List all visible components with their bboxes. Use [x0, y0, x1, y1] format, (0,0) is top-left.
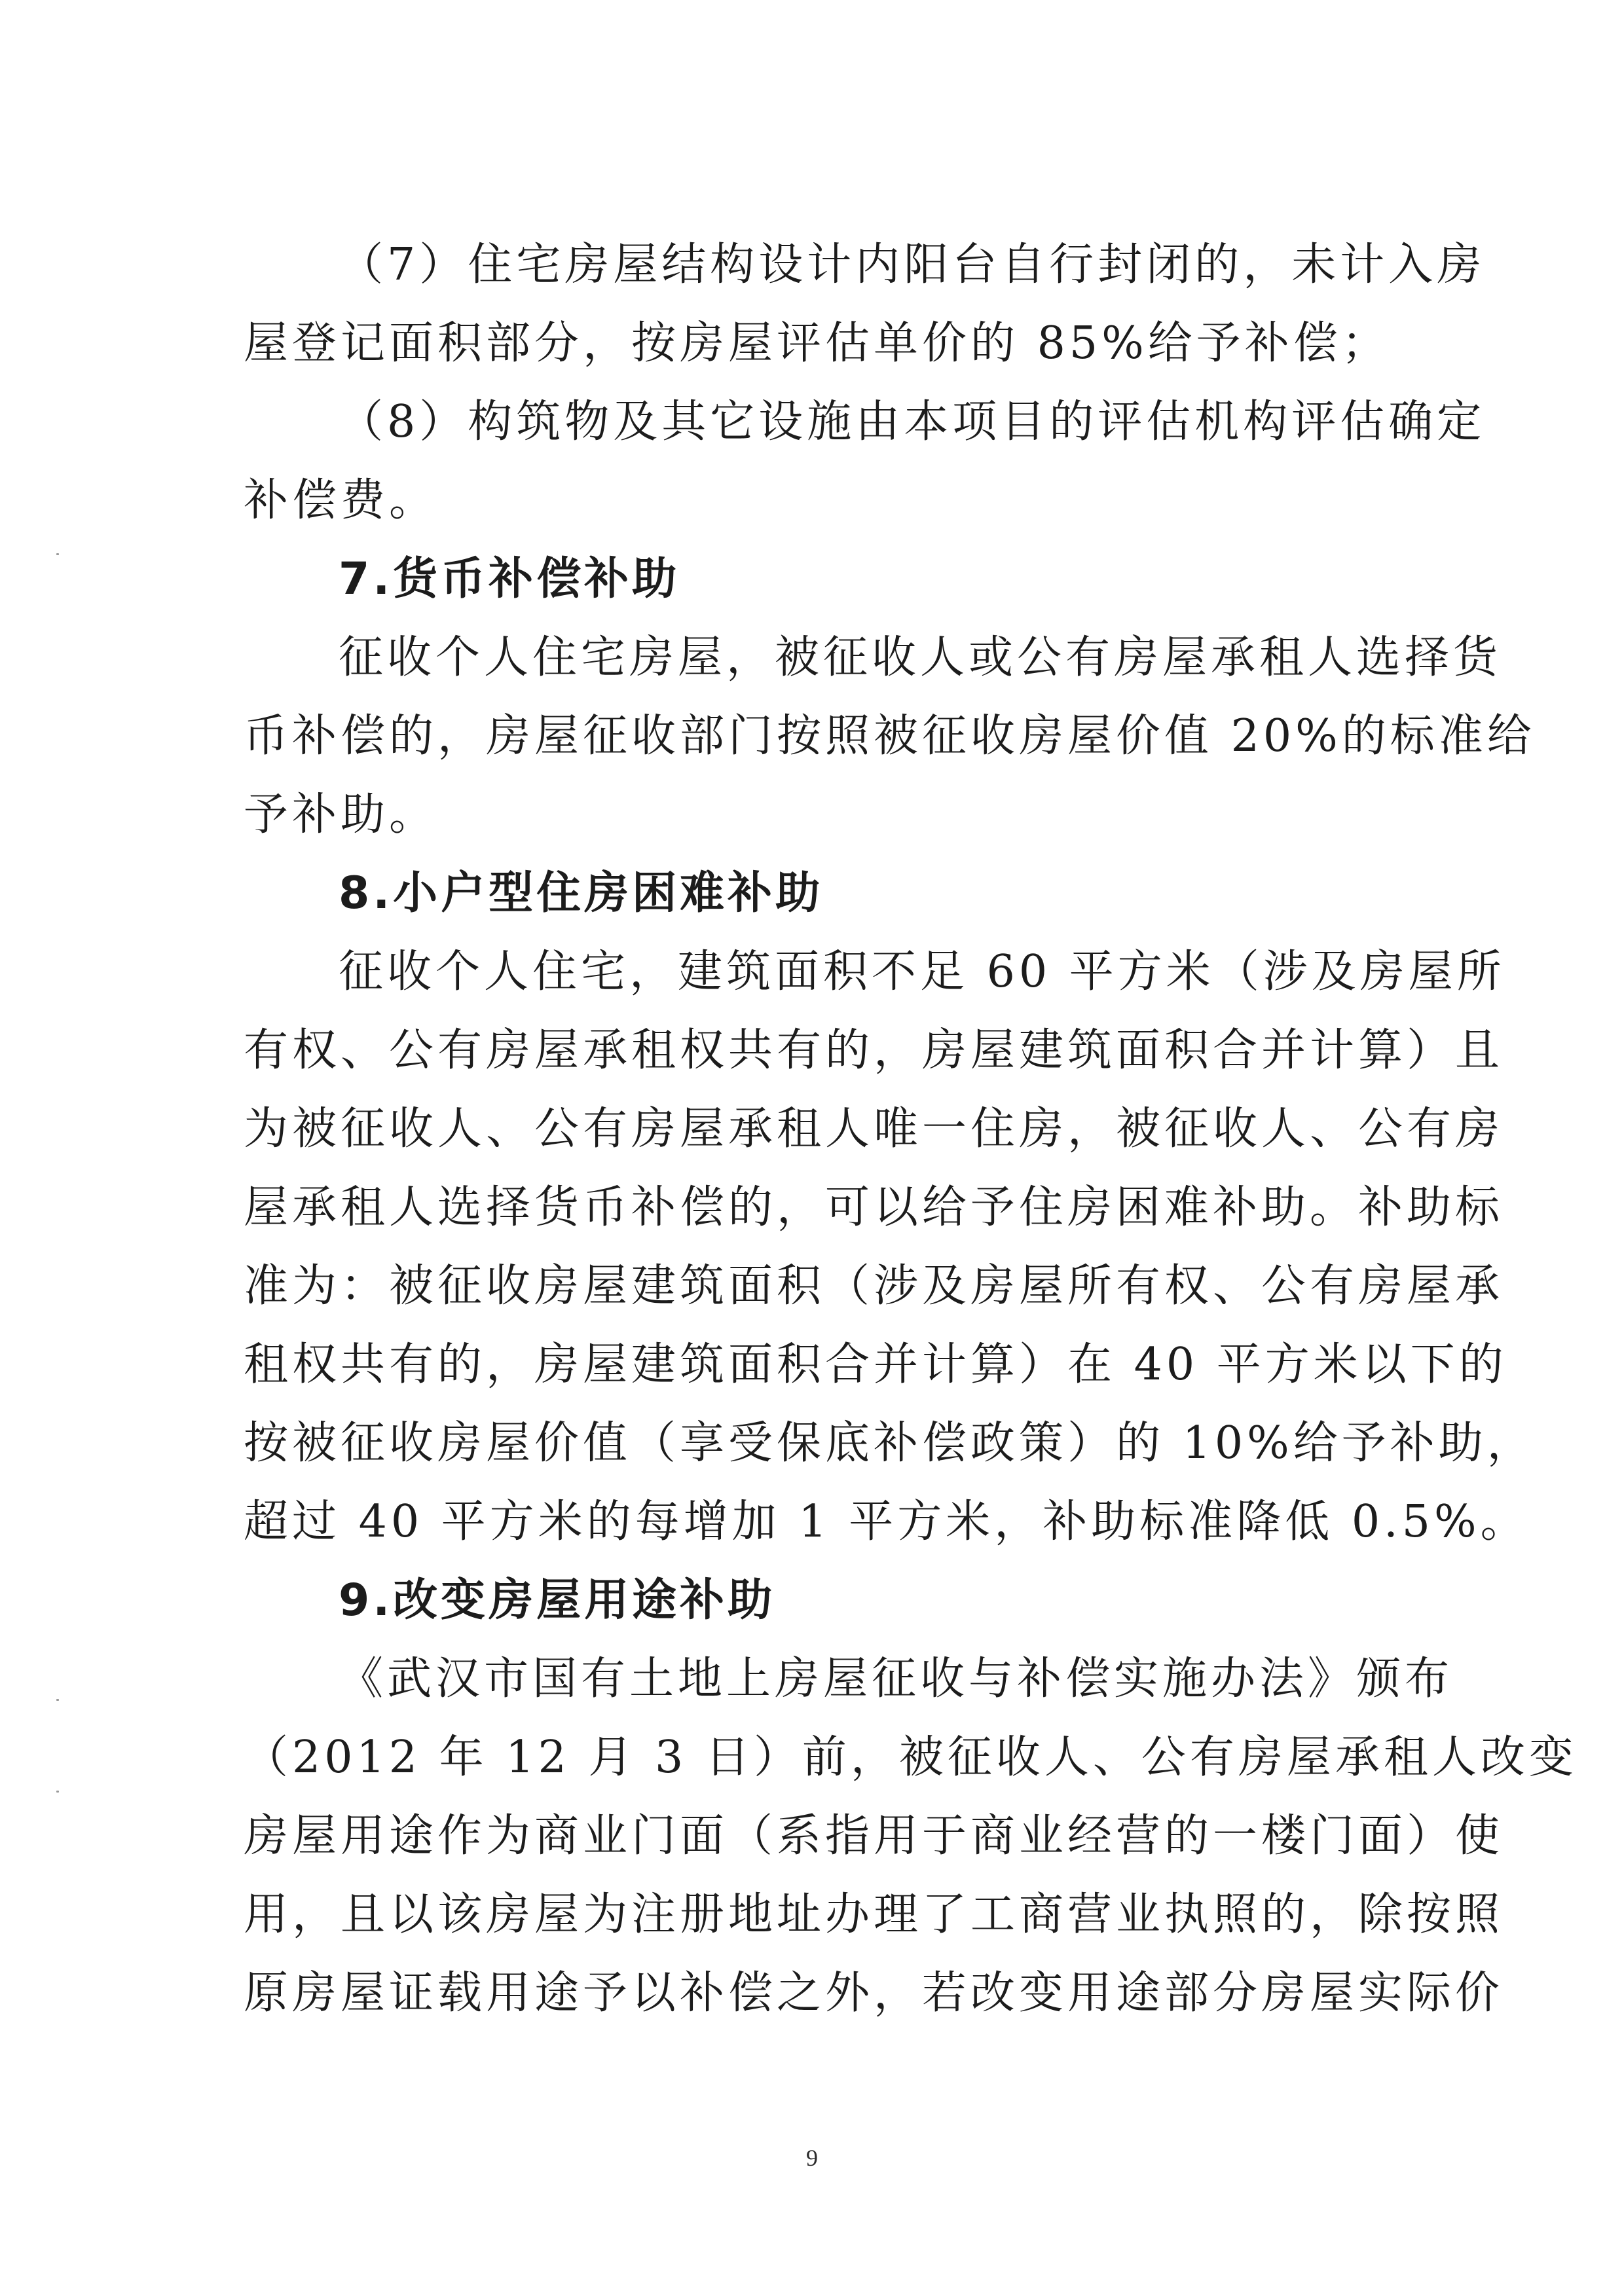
body-text-line: 屋承租人选择货币补偿的，可以给予住房困难补助。补助标: [244, 1182, 1504, 1233]
body-text-line: 屋登记面积部分，按房屋评估单价的 85%给予补偿；: [244, 318, 1390, 369]
body-text-line: （7）住宅房屋结构设计内阳台自行封闭的，未计入房: [339, 239, 1486, 291]
body-text-line: 征收个人住宅房屋，被征收人或公有房屋承租人选择货: [339, 632, 1502, 683]
page-number: 9: [806, 2145, 818, 2171]
section-heading: 7.货币补偿补助: [339, 553, 680, 605]
body-text-line: 准为：被征收房屋建筑面积（涉及房屋所有权、公有房屋承: [244, 1260, 1504, 1312]
body-text-line: 征收个人住宅，建筑面积不足 60 平方米（涉及房屋所: [339, 946, 1505, 998]
body-text-line: 房屋用途作为商业门面（系指用于商业经营的一楼门面）使: [244, 1810, 1504, 1862]
section-heading: 9.改变房屋用途补助: [339, 1575, 776, 1626]
body-text-line: 租权共有的，房屋建筑面积合并计算）在 40 平方米以下的: [244, 1339, 1507, 1391]
section-heading: 8.小户型住房困难补助: [339, 867, 824, 919]
scan-margin-mark: [56, 553, 59, 555]
body-text-line: 为被征收人、公有房屋承租人唯一住房，被征收人、公有房: [244, 1103, 1504, 1155]
body-text-line: 予补助。: [244, 789, 438, 841]
body-text-line: 用，且以该房屋为注册地址办理了工商营业执照的，除按照: [244, 1889, 1504, 1941]
scan-margin-mark: [56, 1699, 59, 1701]
body-text-line: 补偿费。: [244, 475, 438, 526]
body-text-line: 按被征收房屋价值（享受保底补偿政策）的 10%给予补助，: [244, 1417, 1536, 1469]
scan-margin-mark: [56, 1791, 59, 1793]
body-text-line: （8）构筑物及其它设施由本项目的评估机构评估确定: [339, 396, 1486, 448]
body-text-line: 原房屋证载用途予以补偿之外，若改变用途部分房屋实际价: [244, 1967, 1504, 2019]
body-text-line: 币补偿的，房屋征收部门按照被征收房屋价值 20%的标准给: [244, 710, 1536, 762]
body-text-line: 超过 40 平方米的每增加 1 平方米，补助标准降低 0.5%。: [244, 1496, 1529, 1548]
body-text-line: （2012 年 12 月 3 日）前，被征收人、公有房屋承租人改变: [244, 1732, 1578, 1783]
body-text-line: 《武汉市国有土地上房屋征收与补偿实施办法》颁布: [339, 1653, 1454, 1705]
body-text-line: 有权、公有房屋承租权共有的，房屋建筑面积合并计算）且: [244, 1025, 1504, 1076]
